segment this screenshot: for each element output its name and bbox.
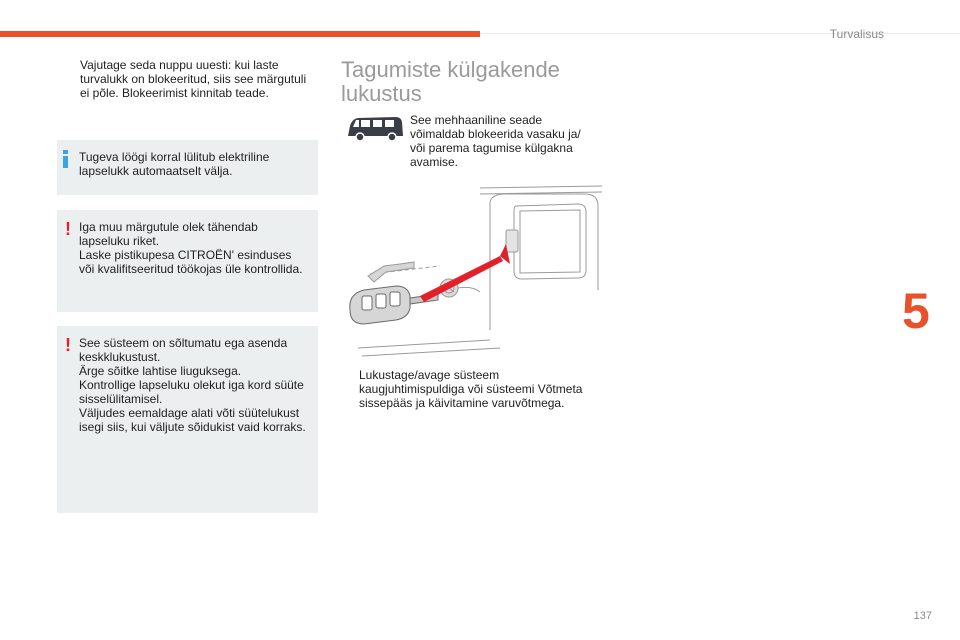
warning-icon: ! (65, 219, 71, 239)
chapter-number: 5 (902, 283, 930, 339)
warning-text: See süsteem on sõltumatu ega asenda keskklukustust. Ärge sõitke lahtise liuguksega. Kontrollige lapseluku olekut iga kord süüte sisselülitamisel. Väljudes eemaldage alati võti süütelukust isegi siis, kui väljute sõidukist vaid korraks. (79, 336, 306, 434)
page-number: 137 (913, 610, 932, 622)
key-lock-illustration (340, 180, 605, 360)
section-title: Turvalisus (829, 27, 884, 41)
bullet-text: Lukustage/avage süsteem kaugjuhtimispuldiga või süsteemi Võtmeta sissepääs ja käivitamine varuvõtmega. (359, 368, 583, 410)
warning-text: Iga muu märgutule olek tähendab lapseluku riket. Laske pistikupesa CITROËN' esinduses või kvalifitseeritud töökojas üle kontrollida. (79, 220, 303, 276)
info-box (57, 140, 318, 195)
header-divider (480, 33, 960, 34)
info-icon (63, 150, 68, 168)
warning-box-system (57, 326, 318, 513)
warning-box-fault (57, 210, 318, 312)
description: See mehhaaniline seade võimaldab blokeerida vasaku ja/ või parema tagumise külgakna avamise. (410, 113, 581, 169)
info-text: Tugeva löögi korral lülitub elektriline lapselukk automaatselt välja. (79, 150, 270, 178)
header-accent-bar (0, 31, 480, 37)
bullet-item-lock-unlock (341, 368, 606, 412)
bullet-text: Vajutage seda nuppu uuesti: kui laste turvalukk on blokeeritud, siis see märgutuli ei põle. Blokeerimist kinnitab teade. (80, 58, 307, 100)
section-heading: Tagumiste külgakende lukustus (341, 57, 560, 106)
bullet-item-unblock (62, 58, 318, 102)
warning-icon: ! (65, 335, 71, 355)
van-icon (346, 114, 404, 144)
